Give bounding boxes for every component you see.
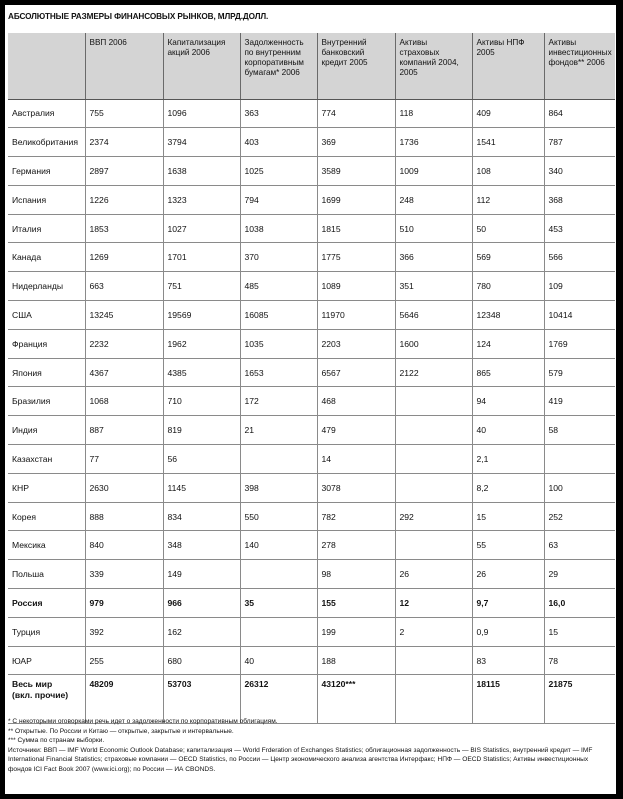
- value-cell: 888: [85, 502, 163, 531]
- value-cell: 63: [544, 531, 615, 560]
- value-cell: 398: [240, 473, 317, 502]
- value-cell: 887: [85, 416, 163, 445]
- value-cell: [544, 445, 615, 474]
- country-cell: Италия: [8, 214, 85, 243]
- value-cell: 78: [544, 646, 615, 675]
- column-header: [8, 33, 85, 99]
- value-cell: [240, 560, 317, 589]
- total-value-cell: 21875: [544, 675, 615, 724]
- value-cell: 710: [163, 387, 240, 416]
- value-cell: 392: [85, 617, 163, 646]
- value-cell: 1962: [163, 329, 240, 358]
- value-cell: 15: [544, 617, 615, 646]
- column-header: ВВП 2006: [85, 33, 163, 99]
- value-cell: 1653: [240, 358, 317, 387]
- document-frame: [5, 5, 616, 794]
- value-cell: 403: [240, 128, 317, 157]
- country-cell: Испания: [8, 185, 85, 214]
- country-cell: Индия: [8, 416, 85, 445]
- footnote: * С некоторыми оговорками речь идет о задолженности по корпоративным облигациям.: [8, 718, 278, 725]
- value-cell: 124: [472, 329, 544, 358]
- value-cell: 453: [544, 214, 615, 243]
- value-cell: 112: [472, 185, 544, 214]
- value-cell: 199: [317, 617, 395, 646]
- value-cell: 56: [163, 445, 240, 474]
- value-cell: 77: [85, 445, 163, 474]
- table-row: [8, 185, 615, 214]
- value-cell: 15: [472, 502, 544, 531]
- value-cell: 50: [472, 214, 544, 243]
- value-cell: 188: [317, 646, 395, 675]
- value-cell: [240, 617, 317, 646]
- country-cell: Франция: [8, 329, 85, 358]
- table-row: [8, 473, 615, 502]
- table-row: [8, 358, 615, 387]
- country-cell: Австралия: [8, 99, 85, 128]
- value-cell: 2,1: [472, 445, 544, 474]
- header-row: [8, 33, 615, 99]
- value-cell: 2232: [85, 329, 163, 358]
- table-row: [8, 128, 615, 157]
- value-cell: 1775: [317, 243, 395, 272]
- country-cell: Польша: [8, 560, 85, 589]
- value-cell: 755: [85, 99, 163, 128]
- country-cell: Канада: [8, 243, 85, 272]
- table-row: [8, 416, 615, 445]
- table-row: [8, 531, 615, 560]
- value-cell: 252: [544, 502, 615, 531]
- value-cell: 12: [395, 589, 472, 618]
- value-cell: 58: [544, 416, 615, 445]
- value-cell: 1145: [163, 473, 240, 502]
- value-cell: 172: [240, 387, 317, 416]
- value-cell: 1638: [163, 157, 240, 186]
- value-cell: 26: [395, 560, 472, 589]
- value-cell: 479: [317, 416, 395, 445]
- country-cell: Мексика: [8, 531, 85, 560]
- country-cell: Россия: [8, 589, 85, 618]
- column-header: Активы страховых компаний 2004, 2005: [395, 33, 472, 99]
- value-cell: 409: [472, 99, 544, 128]
- value-cell: 1769: [544, 329, 615, 358]
- value-cell: 100: [544, 473, 615, 502]
- value-cell: 566: [544, 243, 615, 272]
- value-cell: 787: [544, 128, 615, 157]
- footnote: ** Открытые. По России и Китаю — открытые, закрытые и интервальные.: [8, 727, 234, 735]
- country-cell: Великобритания: [8, 128, 85, 157]
- value-cell: 2203: [317, 329, 395, 358]
- value-cell: 14: [317, 445, 395, 474]
- value-cell: 340: [544, 157, 615, 186]
- value-cell: 5646: [395, 301, 472, 330]
- table-row: [8, 301, 615, 330]
- value-cell: 2374: [85, 128, 163, 157]
- total-label: Весь мир: [12, 679, 53, 690]
- value-cell: 40: [472, 416, 544, 445]
- value-cell: 98: [317, 560, 395, 589]
- value-cell: 864: [544, 99, 615, 128]
- country-cell: Германия: [8, 157, 85, 186]
- value-cell: [395, 531, 472, 560]
- total-value-cell: 26312: [240, 675, 317, 724]
- value-cell: 1025: [240, 157, 317, 186]
- value-cell: 782: [317, 502, 395, 531]
- value-cell: 292: [395, 502, 472, 531]
- value-cell: 1068: [85, 387, 163, 416]
- table-row: [8, 646, 615, 675]
- value-cell: 3794: [163, 128, 240, 157]
- value-cell: 369: [317, 128, 395, 157]
- value-cell: 8,2: [472, 473, 544, 502]
- value-cell: [395, 646, 472, 675]
- country-cell: Нидерланды: [8, 272, 85, 301]
- table-row: [8, 157, 615, 186]
- column-header: Активы инвестиционных фондов** 2006: [544, 33, 615, 99]
- value-cell: 468: [317, 387, 395, 416]
- country-cell: ЮАР: [8, 646, 85, 675]
- value-cell: 1699: [317, 185, 395, 214]
- country-cell: КНР: [8, 473, 85, 502]
- value-cell: 366: [395, 243, 472, 272]
- table-row: [8, 589, 615, 618]
- value-cell: 966: [163, 589, 240, 618]
- value-cell: [395, 445, 472, 474]
- footnotes: [8, 717, 613, 774]
- value-cell: 248: [395, 185, 472, 214]
- value-cell: 550: [240, 502, 317, 531]
- country-cell: США: [8, 301, 85, 330]
- value-cell: 94: [472, 387, 544, 416]
- value-cell: 21: [240, 416, 317, 445]
- value-cell: 819: [163, 416, 240, 445]
- value-cell: 774: [317, 99, 395, 128]
- country-cell: Казахстан: [8, 445, 85, 474]
- value-cell: 55: [472, 531, 544, 560]
- table-title: АБСОЛЮТНЫЕ РАЗМЕРЫ ФИНАНСОВЫХ РЫНКОВ, МЛРД.ДОЛЛ.: [8, 12, 269, 21]
- value-cell: 108: [472, 157, 544, 186]
- column-header: Внутренний банковский кредит 2005: [317, 33, 395, 99]
- value-cell: 1323: [163, 185, 240, 214]
- value-cell: 109: [544, 272, 615, 301]
- value-cell: 663: [85, 272, 163, 301]
- value-cell: 2897: [85, 157, 163, 186]
- table-body: [8, 99, 615, 724]
- value-cell: 278: [317, 531, 395, 560]
- value-cell: 485: [240, 272, 317, 301]
- value-cell: 40: [240, 646, 317, 675]
- financial-markets-table: [8, 33, 615, 724]
- value-cell: 348: [163, 531, 240, 560]
- table-row: [8, 329, 615, 358]
- column-header: Активы НПФ 2005: [472, 33, 544, 99]
- value-cell: 979: [85, 589, 163, 618]
- value-cell: 363: [240, 99, 317, 128]
- country-cell: Корея: [8, 502, 85, 531]
- value-cell: 579: [544, 358, 615, 387]
- column-header: Задолженность по внутренним корпоративным бумагам* 2006: [240, 33, 317, 99]
- value-cell: 29: [544, 560, 615, 589]
- value-cell: 780: [472, 272, 544, 301]
- table-row: [8, 214, 615, 243]
- value-cell: 4385: [163, 358, 240, 387]
- value-cell: 2: [395, 617, 472, 646]
- table-row: [8, 99, 615, 128]
- value-cell: 1089: [317, 272, 395, 301]
- value-cell: 6567: [317, 358, 395, 387]
- total-value-cell: 53703: [163, 675, 240, 724]
- value-cell: 419: [544, 387, 615, 416]
- column-header: Капитализация акций 2006: [163, 33, 240, 99]
- total-value-cell: 43120***: [317, 675, 395, 724]
- value-cell: 16085: [240, 301, 317, 330]
- value-cell: 9,7: [472, 589, 544, 618]
- value-cell: 2122: [395, 358, 472, 387]
- value-cell: 1038: [240, 214, 317, 243]
- table-row: [8, 502, 615, 531]
- value-cell: 1009: [395, 157, 472, 186]
- value-cell: 118: [395, 99, 472, 128]
- value-cell: 19569: [163, 301, 240, 330]
- country-cell: Турция: [8, 617, 85, 646]
- value-cell: 751: [163, 272, 240, 301]
- total-value-cell: 18115: [472, 675, 544, 724]
- value-cell: 149: [163, 560, 240, 589]
- value-cell: 680: [163, 646, 240, 675]
- value-cell: 1600: [395, 329, 472, 358]
- value-cell: 11970: [317, 301, 395, 330]
- value-cell: 83: [472, 646, 544, 675]
- value-cell: 1027: [163, 214, 240, 243]
- value-cell: 13245: [85, 301, 163, 330]
- value-cell: 1701: [163, 243, 240, 272]
- value-cell: 865: [472, 358, 544, 387]
- value-cell: 155: [317, 589, 395, 618]
- value-cell: 510: [395, 214, 472, 243]
- value-cell: 16,0: [544, 589, 615, 618]
- value-cell: 140: [240, 531, 317, 560]
- value-cell: 0,9: [472, 617, 544, 646]
- table-row: [8, 272, 615, 301]
- value-cell: 10414: [544, 301, 615, 330]
- value-cell: 255: [85, 646, 163, 675]
- value-cell: 569: [472, 243, 544, 272]
- value-cell: 162: [163, 617, 240, 646]
- value-cell: 794: [240, 185, 317, 214]
- table-row: [8, 617, 615, 646]
- value-cell: 368: [544, 185, 615, 214]
- value-cell: 2630: [85, 473, 163, 502]
- table-row: [8, 243, 615, 272]
- table-row: [8, 445, 615, 474]
- value-cell: 1035: [240, 329, 317, 358]
- value-cell: [395, 416, 472, 445]
- value-cell: 12348: [472, 301, 544, 330]
- country-cell: Бразилия: [8, 387, 85, 416]
- footnote: *** Сумма по странам выборки.: [8, 737, 105, 744]
- value-cell: 1269: [85, 243, 163, 272]
- value-cell: 26: [472, 560, 544, 589]
- value-cell: 1853: [85, 214, 163, 243]
- value-cell: 3078: [317, 473, 395, 502]
- total-value-cell: 48209: [85, 675, 163, 724]
- value-cell: 4367: [85, 358, 163, 387]
- table-row: [8, 560, 615, 589]
- value-cell: 1736: [395, 128, 472, 157]
- value-cell: 1226: [85, 185, 163, 214]
- table-row: [8, 387, 615, 416]
- value-cell: 35: [240, 589, 317, 618]
- value-cell: 1541: [472, 128, 544, 157]
- value-cell: 351: [395, 272, 472, 301]
- value-cell: 339: [85, 560, 163, 589]
- value-cell: [395, 473, 472, 502]
- total-label-sub: (вкл. прочие): [12, 690, 69, 701]
- footnote: Источники: ВВП — IMF World Economic Outlook Database; капитализация — World Frderation of Exchanges Statistics; облигационная задолженность — BIS Statistics, внутренний кредит — IMF International Financial Statistics; страховые компании — OECD Statistics, по России — Центр экономического анализа агентства Интерфакс; НПФ — OECD Statistics; Активы инвестиционных фондов ICI Fact Book 2007 (www.ici.org); по России — ИА CBONDS.: [8, 746, 593, 773]
- value-cell: [395, 387, 472, 416]
- value-cell: [240, 445, 317, 474]
- value-cell: 370: [240, 243, 317, 272]
- value-cell: 840: [85, 531, 163, 560]
- value-cell: 1096: [163, 99, 240, 128]
- country-cell: Япония: [8, 358, 85, 387]
- value-cell: 1815: [317, 214, 395, 243]
- value-cell: 834: [163, 502, 240, 531]
- value-cell: 3589: [317, 157, 395, 186]
